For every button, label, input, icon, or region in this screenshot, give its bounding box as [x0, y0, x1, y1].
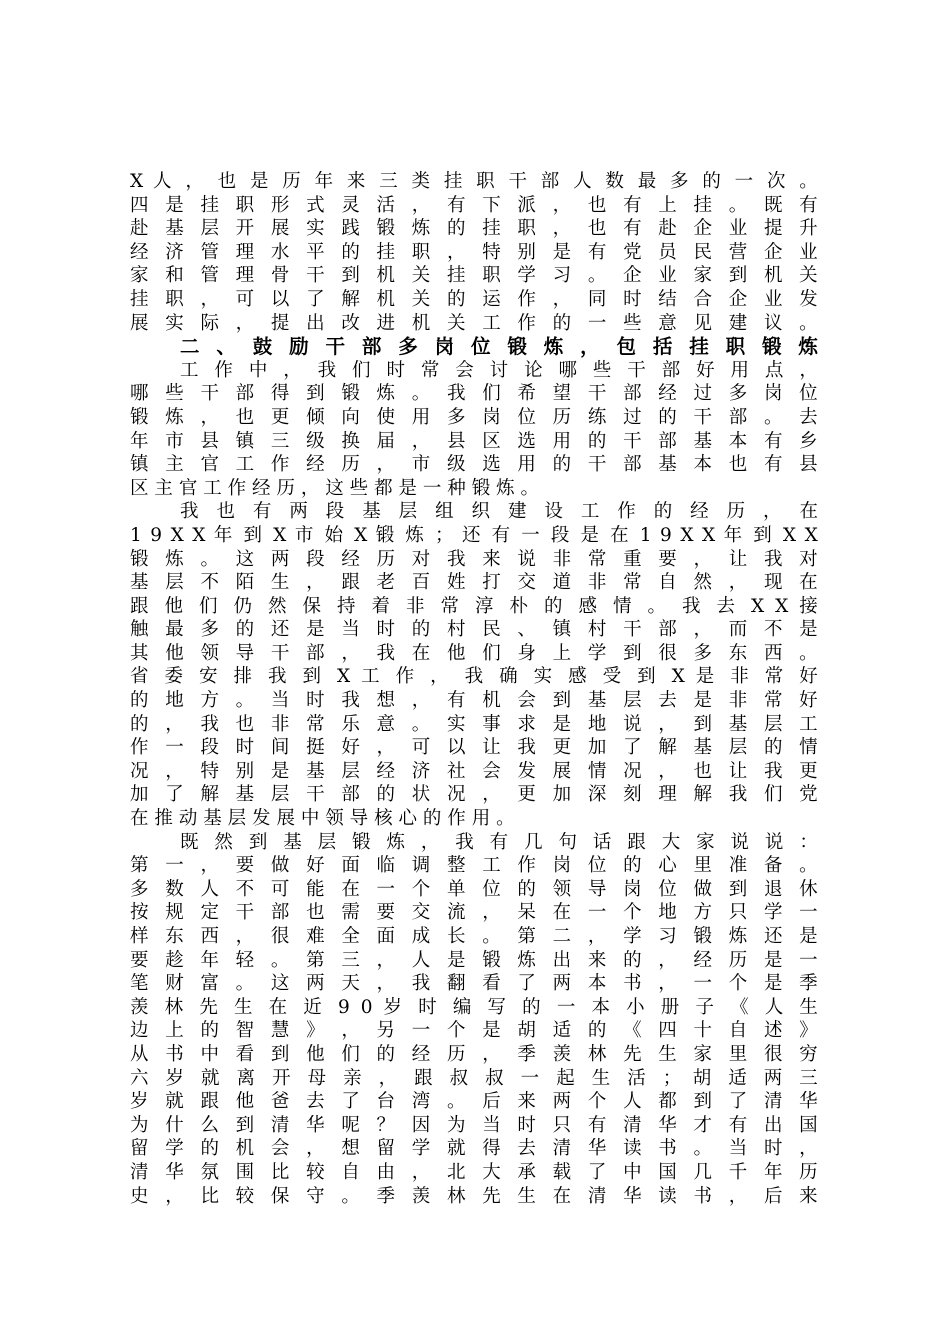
text-line: 区 主 官 工 作 经 历 ， 这 些 都 是 一 种 锻 炼 。: [130, 477, 540, 499]
text-line: 家 和 管 理 骨 干 到 机 关 挂 职 学 习 。 企 业 家 到 机 关: [130, 265, 818, 287]
text-line: 史 ， 比 较 保 守 。 季 羡 林 先 生 在 清 华 读 书 ， 后 来: [130, 1185, 818, 1207]
text-line: 从 书 中 看 到 他 们 的 经 历 ， 季 羡 林 先 生 家 里 很 穷: [130, 1043, 818, 1065]
text-line: 为 什 么 到 清 华 呢 ？ 因 为 当 时 只 有 清 华 才 有 出 国: [130, 1114, 818, 1136]
text-line: 赴 基 层 开 展 实 践 锻 炼 的 挂 职 ， 也 有 赴 企 业 提 升: [130, 218, 818, 240]
text-line: 六 岁 就 离 开 母 亲 ， 跟 叔 叔 一 起 生 活 ； 胡 适 两 三: [130, 1067, 818, 1089]
text-line: 作 一 段 时 间 挺 好 ， 可 以 让 我 更 加 了 解 基 层 的 情: [130, 737, 818, 759]
text-line: 锻 炼 。 这 两 段 经 历 对 我 来 说 非 常 重 要 ， 让 我 对: [130, 548, 818, 570]
text-line: 加 了 解 基 层 干 部 的 状 况 ， 更 加 深 刻 理 解 我 们 党: [130, 784, 818, 806]
text-line: 工 作 中 ， 我 们 时 常 会 讨 论 哪 些 干 部 好 用 点 ，: [180, 359, 818, 381]
text-line: 挂 职 ， 可 以 了 解 机 关 的 运 作 ， 同 时 结 合 企 业 发: [130, 288, 818, 310]
text-line: 四 是 挂 职 形 式 灵 活 ， 有 下 派 ， 也 有 上 挂 。 既 有: [130, 194, 818, 216]
text-line: 多 数 人 不 可 能 在 一 个 单 位 的 领 导 岗 位 做 到 退 休: [130, 878, 818, 900]
text-line: 清 华 氛 围 比 较 自 由 ， 北 大 承 载 了 中 国 几 千 年 历: [130, 1161, 818, 1183]
text-line: 经 济 管 理 水 平 的 挂 职 ， 特 别 是 有 党 员 民 营 企 业: [130, 241, 818, 263]
text-line: 留 学 的 机 会 ， 想 留 学 就 得 去 清 华 读 书 。 当 时 ，: [130, 1138, 818, 1160]
text-line: 年 市 县 镇 三 级 换 届 ， 县 区 选 用 的 干 部 基 本 有 乡: [130, 430, 818, 452]
text-line: 镇 主 官 工 作 经 历 ， 市 级 选 用 的 干 部 基 本 也 有 县: [130, 454, 818, 476]
text-line: 要 趁 年 轻 。 第 三 ， 人 是 锻 炼 出 来 的 ， 经 历 是 一: [130, 949, 818, 971]
text-line: 哪 些 干 部 得 到 锻 炼 。 我 们 希 望 干 部 经 过 多 岗 位: [130, 383, 818, 405]
text-line: 的 ， 我 也 非 常 乐 意 。 实 事 求 是 地 说 ， 到 基 层 工: [130, 713, 818, 735]
text-line: 第 一 ， 要 做 好 面 临 调 整 工 作 岗 位 的 心 里 准 备 。: [130, 855, 818, 877]
text-line: 锻 炼 ， 也 更 倾 向 使 用 多 岗 位 历 练 过 的 干 部 。 去: [130, 406, 818, 428]
text-line: 样 东 西 ， 很 难 全 面 成 长 。 第 二 ， 学 习 锻 炼 还 是: [130, 926, 818, 947]
text-line: 笔 财 富 。 这 两 天 ， 我 翻 看 了 两 本 书 ， 一 个 是 季: [130, 973, 818, 995]
text-line: 省 委 安 排 我 到 X 工 作 ， 我 确 实 感 受 到 X 是 非 常 好: [130, 666, 818, 688]
text-line: 基 层 不 陌 生 ， 跟 老 百 姓 打 交 道 非 常 自 然 ， 现 在: [130, 572, 818, 594]
text-line: 1 9 X X 年 到 X 市 始 X 锻 炼 ； 还 有 一 段 是 在 1 9 X X 年 到 X X: [130, 524, 818, 546]
text-line: 我 也 有 两 段 基 层 组 织 建 设 工 作 的 经 历 ， 在: [180, 501, 818, 523]
text-line: 按 规 定 干 部 也 需 要 交 流 ， 呆 在 一 个 地 方 只 学 一: [130, 902, 818, 924]
text-line: 的 地 方 。 当 时 我 想 ， 有 机 会 到 基 层 去 是 非 常 好: [130, 690, 818, 712]
text-line: 羡 林 先 生 在 近 9 0 岁 时 编 写 的 一 本 小 册 子 《 人 生: [130, 996, 818, 1018]
text-line: 在 推 动 基 层 发 展 中 领 导 核 心 的 作 用 。: [130, 808, 515, 830]
text-line: 触 最 多 的 还 是 当 时 的 村 民 、 镇 村 干 部 ， 而 不 是: [130, 619, 818, 641]
text-line: 其 他 领 导 干 部 ， 我 在 他 们 身 上 学 到 很 多 东 西 。: [130, 642, 818, 664]
text-line: 岁 就 跟 他 爸 去 了 台 湾 。 后 来 两 个 人 都 到 了 清 华: [130, 1091, 818, 1113]
text-line: 况 ， 特 别 是 基 层 经 济 社 会 发 展 情 况 ， 也 让 我 更: [130, 760, 818, 782]
text-line: 展 实 际 ， 提 出 改 进 机 关 工 作 的 一 些 意 见 建 议 。: [130, 312, 818, 334]
text-line: 跟 他 们 仍 然 保 持 着 非 常 淳 朴 的 感 情 。 我 去 X X 接: [130, 595, 818, 617]
text-line: 既 然 到 基 层 锻 炼 ， 我 有 几 句 话 跟 大 家 说 说 ：: [180, 831, 818, 853]
body-text: [130, 170, 818, 1208]
text-line: 边 上 的 智 慧 》 ， 另 一 个 是 胡 适 的 《 四 十 自 述 》: [130, 1020, 818, 1042]
section-heading: 二 、 鼓 励 干 部 多 岗 位 锻 炼 ， 包 括 挂 职 锻 炼: [180, 335, 818, 359]
text-line: X 人 ， 也 是 历 年 来 三 类 挂 职 干 部 人 数 最 多 的 一 次 。: [130, 171, 818, 192]
